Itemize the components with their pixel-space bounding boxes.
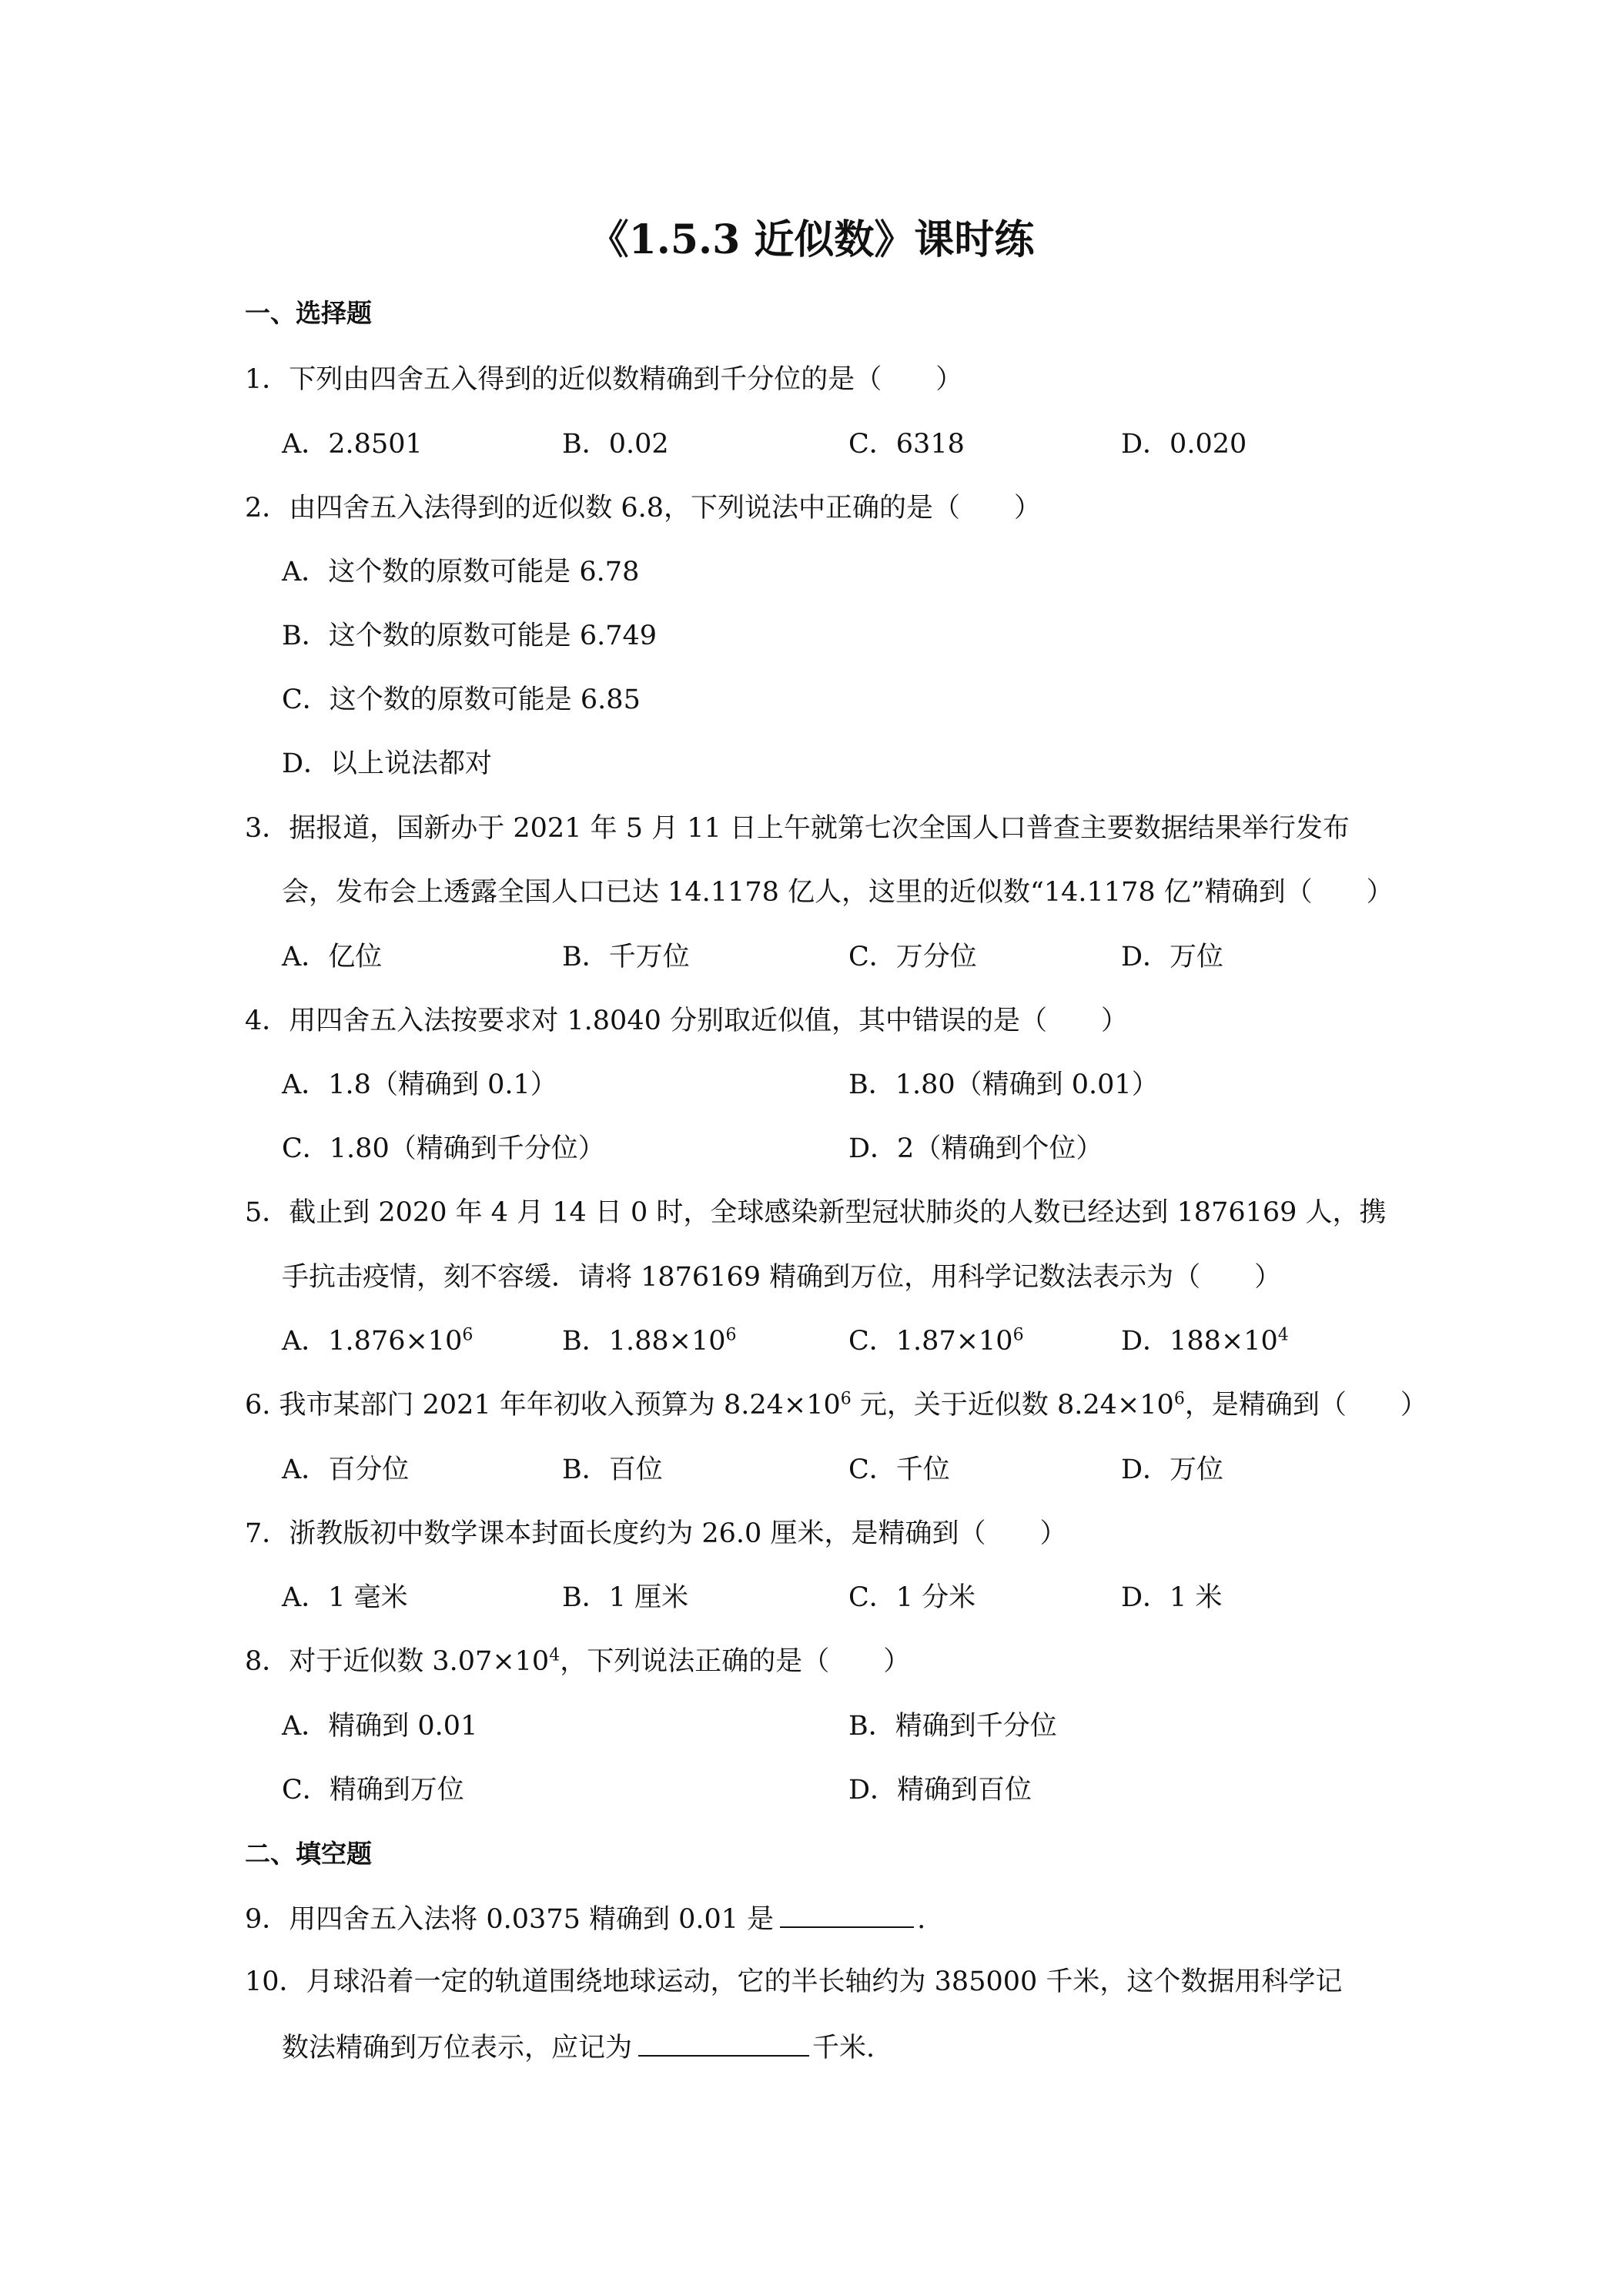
question-6-option-d: D．万位 — [1121, 1454, 1224, 1485]
question-7-option-b: B．1 厘米 — [562, 1582, 689, 1613]
question-2-option-b: B．这个数的原数可能是 6.749 — [282, 621, 658, 651]
question-3-option-c: C．万分位 — [848, 942, 977, 972]
question-6-option-a: A．百分位 — [282, 1454, 410, 1485]
question-4-option-d: D．2（精确到个位） — [848, 1133, 1103, 1164]
question-4-stem: 4．用四舍五入法按要求对 1.8040 分别取近似值，其中错误的是（ ） — [245, 1006, 1128, 1036]
question-4-option-b: B．1.80（精确到 0.01） — [848, 1069, 1159, 1100]
question-7-option-a: A．1 毫米 — [282, 1582, 408, 1613]
answer-blank[interactable] — [638, 2027, 809, 2057]
question-10-stem-line-2: 数法精确到万位表示，应记为 千米. — [282, 2027, 875, 2067]
question-3-stem-line-1: 3．据报道，国新办于 2021 年 5 月 11 日上午就第七次全国人口普查主要数据结果举行发布 — [245, 813, 1350, 844]
question-6-stem: 6. 我市某部门 2021 年年初收入预算为 $8.24\times 10^6$ 元，关于近似数 $8.24\times 10^6$，是精确到（ ） — [245, 1389, 1427, 1421]
question-3-option-a: A．亿位 — [282, 942, 383, 972]
question-7-option-d: D．1 米 — [1121, 1582, 1223, 1613]
question-6-option-b: B．百位 — [562, 1454, 663, 1485]
question-5-stem-line-1: 5．截止到 2020 年 4 月 14 日 0 时，全球感染新型冠状肺炎的人数已经达到 1876169 人，携 — [245, 1197, 1387, 1228]
section-heading-choice: 一、选择题 — [245, 298, 372, 328]
question-5-option-b: B．$1.88\times 10^6$ — [562, 1325, 737, 1357]
question-7-stem: 7．浙教版初中数学课本封面长度约为 26.0 厘米，是精确到（ ） — [245, 1518, 1067, 1549]
question-9-stem: 9．用四舍五入法将 0.0375 精确到 0.01 是 . — [245, 1899, 925, 1939]
question-5-stem-line-2: 手抗击疫情，刻不容缓．请将 1876169 精确到万位，用科学记数法表示为（ ） — [282, 1262, 1282, 1293]
section-heading-fill: 二、填空题 — [245, 1839, 372, 1869]
question-4-option-a: A．1.8（精确到 0.1） — [282, 1069, 557, 1100]
question-5-option-a: A．$1.876\times 10^6$ — [282, 1325, 474, 1357]
question-6-option-c: C．千位 — [848, 1454, 950, 1485]
question-1-stem: 1．下列由四舍五入得到的近似数精确到千分位的是（ ） — [245, 364, 963, 395]
question-2-option-d: D．以上说法都对 — [282, 748, 493, 779]
question-1-option-b: B．0.02 — [562, 429, 669, 460]
question-3-option-b: B．千万位 — [562, 942, 690, 972]
question-8-option-c: C．精确到万位 — [282, 1775, 464, 1806]
question-3-stem-line-2: 会，发布会上透露全国人口已达 14.1178 亿人，这里的近似数“14.1178 亿”精确到（ ） — [282, 877, 1394, 908]
question-1-option-a: A．2.8501 — [282, 429, 423, 460]
question-8-option-b: B．精确到千分位 — [848, 1711, 1057, 1742]
question-1-option-d: D．0.020 — [1121, 429, 1247, 460]
page-title: 《1.5.3 近似数》课时练 — [588, 216, 1035, 263]
question-1-option-c: C．6318 — [848, 429, 965, 460]
question-8-stem: 8．对于近似数 $3.07\times 10^4$，下列说法正确的是（ ） — [245, 1645, 911, 1677]
question-10-stem-line-1: 10．月球沿着一定的轨道围绕地球运动，它的半长轴约为 385000 千米，这个数据用科学记 — [245, 1966, 1343, 1997]
question-8-option-d: D．精确到百位 — [848, 1775, 1032, 1806]
answer-blank[interactable] — [780, 1899, 914, 1928]
question-8-option-a: A．精确到 0.01 — [282, 1711, 478, 1742]
question-3-option-d: D．万位 — [1121, 942, 1224, 972]
question-2-option-c: C．这个数的原数可能是 6.85 — [282, 684, 641, 715]
question-4-option-c: C．1.80（精确到千分位） — [282, 1133, 605, 1164]
question-2-stem: 2．由四舍五入法得到的近似数 6.8，下列说法中正确的是（ ） — [245, 493, 1042, 524]
question-7-option-c: C．1 分米 — [848, 1582, 976, 1613]
question-5-option-c: C．$1.87\times 10^6$ — [848, 1325, 1024, 1357]
question-2-option-a: A．这个数的原数可能是 6.78 — [282, 557, 640, 587]
question-5-option-d: D．$188\times 10^4$ — [1121, 1325, 1289, 1357]
